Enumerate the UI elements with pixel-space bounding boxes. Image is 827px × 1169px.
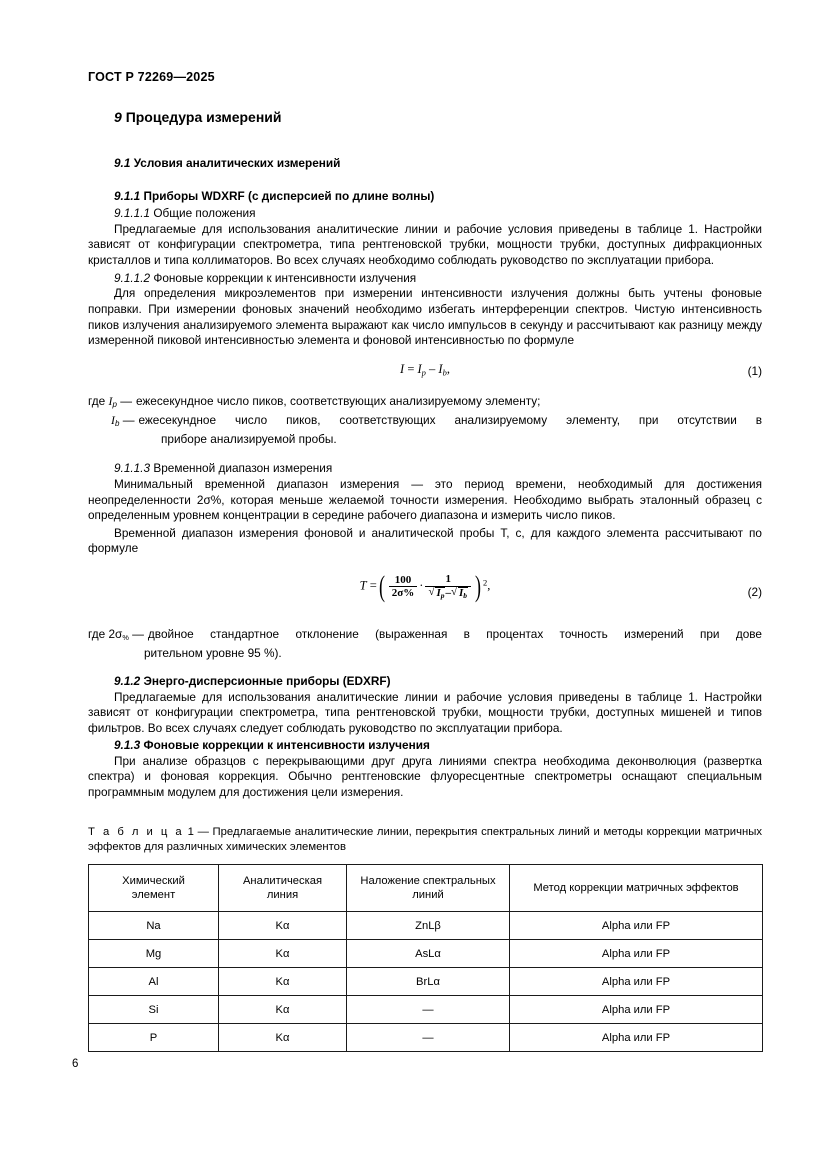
subsection-title-text: Условия аналитических измерений [133,156,341,171]
paragraph-913: При анализе образцов с перекрывающими друг друга линиями спектра необходима деконволюция (развертка спектра) и фоновая коррекция. Обычно рентгеновские флуоресцентные спектрометры оснащают специальным программным модулем для достижения цели измерения. [88,753,762,799]
formula-1-term1-base: I [417,361,422,376]
table-1-header-line [219,865,347,912]
formula-1-row [88,362,762,384]
table-cell-element: Mg [89,940,219,968]
table-cell-element: P [89,1024,219,1052]
formula-2-lhs: T [359,578,367,593]
formula-1-def2-dash: — [122,412,135,427]
table-cell-overlap: AsLα [347,940,510,968]
page-number: 6 [72,1058,79,1070]
formula-1-def1-dash: — [120,393,132,408]
formula-2-equals: = [369,578,377,593]
table-cell-line: Kα [219,1024,347,1052]
table-1-caption-number: 1 [187,826,194,839]
formula-2-dot: · [419,578,424,593]
formula-2-number: (2) [747,584,762,599]
subsubsection-title-text-911: Приборы WDXRF (с дисперсией по длине волны) [143,188,435,203]
formula-1-where-lead-text: где [88,393,106,408]
formula-2-sqrt-b: √ $I_b$ [451,587,468,600]
formula-1-expression [88,362,762,377]
table-1-header-method-line1: Метод коррекции матричных эффектов [533,882,739,895]
formula-2-where-lead-text: где [88,626,106,641]
formula-1-term1-sub: p [421,367,426,378]
item-number-9112: 9.1.1.2 [114,270,151,285]
formula-1-equals: = [407,361,415,376]
formula-2-def-continuation: рительном уровне 95 %). [144,645,282,660]
formula-2-where-lead: где $2\sigma_{\%}$ — [88,626,144,643]
subsubsection-number-911: 9.1.1 [114,188,141,203]
section-title [114,108,762,126]
formula-2-power: 2 [482,577,488,588]
paragraph-9111: Предлагаемые для использования аналитические линии и рабочие условия приведены в таблице 1. Настройки зависят от конфигурации спектрометра, типа рентгеновской трубки, мощности трубки, доступных дифракционных кристаллов и типа коллиматоров. Во всех случаях необходимо соблюдать руководство по эксплуатации прибора. [88,221,762,267]
table-cell-method: Alpha или FP [510,912,763,940]
table-1-body [89,912,763,1052]
table-row [89,996,763,1024]
table-cell-line: Kα [219,912,347,940]
formula-1-def1-symbol-sub: p [112,400,117,410]
subsubsection-title-911 [114,189,762,204]
table-cell-overlap: BrLα [347,968,510,996]
formula-1-def2-symbol-sub: b [114,418,120,428]
subsection-title [114,156,762,171]
table-1-head [89,865,763,912]
subsection-number: 9.1 [114,156,131,171]
formula-2-frac1-bot: 2σ% [389,586,417,599]
item-number-9113: 9.1.1.3 [114,461,151,476]
table-cell-overlap: ZnLβ [347,912,510,940]
table-row [89,940,763,968]
item-title-text-9112: Фоновые коррекции к интенсивности излучения [153,270,417,285]
formula-1-where-list [88,394,762,447]
table-1 [88,864,763,1052]
table-1-caption-text: Предлагаемые аналитические линии, перекрытия спектральных линий и методы коррекции матричных эффектов для различных химических элементов [88,826,762,854]
formula-2-close-paren: ) [474,569,481,603]
formula-2-fraction-1 [389,574,417,600]
formula-1-where-row-2 [88,413,762,432]
table-1-header-row [89,865,763,912]
table-1-caption [88,825,762,855]
formula-2-row [88,569,762,615]
section-number: 9 [114,109,122,125]
table-1-caption-label: Т а б л и ц а [88,826,184,839]
table-row [89,1024,763,1052]
formula-2-frac2-bot [425,586,471,600]
document-header: ГОСТ Р 72269—2025 [88,70,215,84]
formula-2-dash: — [132,626,144,641]
table-1-header-method [510,865,763,912]
subsubsection-title-912 [114,674,762,689]
formula-2-frac1-top: 100 [394,573,412,586]
table-row [89,968,763,996]
table-cell-method: Alpha или FP [510,968,763,996]
subsubsection-title-text-912: Энерго-дисперсионные приборы (EDXRF) [143,674,391,689]
formula-2-trailing: , [487,578,491,593]
table-cell-line: Kα [219,940,347,968]
paragraph-9112: Для определения микроэлементов при измерении интенсивности излучения должны быть учтены фоновые поправки. При измерении фоновых значений необходимо избегать интерференции спектров. Чистую интенсивность пиков излучения анализируемого элемента выражают как число импульсов в секунду и рассчитывают как разницу между измеренной пиковой интенсивностью элемента и фоновой интенсивностью по формуле [88,286,762,348]
table-row [89,912,763,940]
formula-2-open-paren: ( [378,569,385,603]
item-title-9111 [114,206,762,222]
table-1-header-line-line1: Аналитическая [242,875,323,888]
formula-2-where-list [88,627,762,661]
page-content [88,108,762,1052]
table-1-header-overlap-line2: линий [412,889,444,902]
item-title-text-9111: Общие положения [153,205,256,220]
formula-1-def2-symbol: I [111,412,115,427]
table-1-caption-dash: — [197,826,209,839]
subsubsection-title-913 [114,738,762,753]
subsubsection-title-text-913: Фоновые коррекции к интенсивности излучения [143,738,430,753]
table-cell-element: Si [89,996,219,1024]
table-cell-overlap: — [347,1024,510,1052]
formula-2-fraction-2 [425,573,471,599]
item-title-9113 [114,461,762,477]
item-number-9111: 9.1.1.1 [114,205,151,220]
table-1-header-line-line2: линия [266,889,299,902]
item-title-text-9113: Временной диапазон измерения [153,461,333,476]
table-cell-line: Kα [219,968,347,996]
subsubsection-number-913: 9.1.3 [114,738,141,753]
section-title-text: Процедура измерений [125,109,282,125]
formula-2-frac2-minus: – [445,586,451,599]
paragraph-912: Предлагаемые для использования аналитические линии и рабочие условия приведены в таблице 1. Настройки зависят от конфигурации спектрометра, типа рентгеновской трубки, мощности трубки, доступных мишеней и типов фильтров. Во всех случаях следует соблюдать руководство по эксплуатации прибора. [88,689,762,735]
table-1-header-element-line2: элемент [131,889,176,902]
table-cell-element: Na [89,912,219,940]
formula-1-def1-symbol: I [108,393,113,408]
formula-2-expression [88,569,762,603]
formula-1-lhs: I [400,361,405,376]
formula-2-def-text: двойное стандартное отклонение (выраженная в процентах точность измерений при дове [147,626,762,641]
formula-1-minus: – [429,361,436,376]
formula-1-term2-sub: b [442,367,447,378]
table-cell-overlap: — [347,996,510,1024]
table-1-header-element-line1: Химический [122,875,185,888]
table-1-header-overlap [347,865,510,912]
item-title-9112 [114,271,762,287]
formula-1-def2-continuation: приборе анализируемой пробы. [161,431,337,446]
formula-1-trailing: , [446,361,450,376]
formula-1-def2-lead [88,413,138,432]
formula-1-def2-text: ежесекундное число пиков, соответствующих анализируемому элементу, при отсутствии в [138,412,762,427]
table-cell-line: Kα [219,996,347,1024]
table-cell-method: Alpha или FP [510,996,763,1024]
table-cell-method: Alpha или FP [510,1024,763,1052]
formula-2-where-row [88,627,762,646]
formula-2-sqrt-a: √ $I_p$ [428,587,445,600]
formula-1-where-lead [88,394,136,413]
table-cell-element: Al [89,968,219,996]
paragraph-9113-1: Минимальный временной диапазон измерения — это период времени, необходимый для достижения неопределенности 2σ%, которая меньше желаемой точности измерения. Необходимо выбрать эталонный образец с определенным уровнем концентрации в середине рабочего диапазона и измерить число пиков. [88,477,762,523]
formula-1-number: (1) [747,363,762,378]
table-cell-method: Alpha или FP [510,940,763,968]
table-1-header-overlap-line1: Наложение спектральных [360,875,496,888]
formula-1-where-row-1 [88,394,762,413]
formula-1-term2-base: I [438,361,443,376]
table-1-header-element [89,865,219,912]
paragraph-9113-2: Временной диапазон измерения фоновой и аналитической пробы T, с, для каждого элемента рассчитывают по формуле [88,525,762,556]
formula-2-frac2-top: 1 [445,573,451,586]
formula-1-def1-text: ежесекундное число пиков, соответствующих анализируемому элементу; [135,393,541,408]
subsubsection-number-912: 9.1.2 [114,674,141,689]
